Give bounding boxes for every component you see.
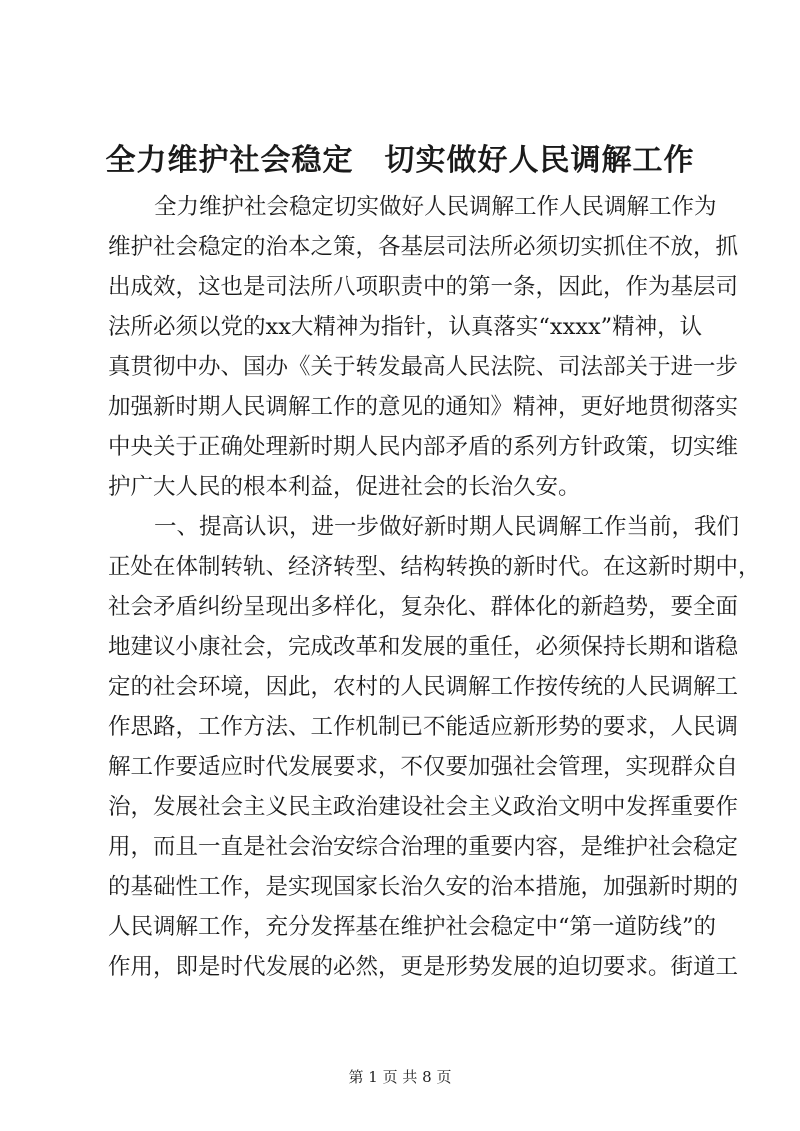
- paragraph-2-line: 作思路，工作方法、工作机制已不能适应新形势的要求，人民调: [108, 714, 739, 740]
- page-number-footer: 第 1 页 共 8 页: [348, 1068, 452, 1086]
- paragraph-1-line: 真贯彻中办、国办《关于转发最高人民法院、司法部关于进一步: [108, 354, 739, 380]
- paragraph-2-line: 一、提高认识，进一步做好新时期人民调解工作当前，我们: [154, 514, 740, 540]
- paragraph-1-line: 出成效，这也是司法所八项职责中的第一条，因此，作为基层司: [108, 274, 739, 300]
- paragraph-2-line: 的基础性工作，是实现国家长治久安的治本措施，加强新时期的: [108, 874, 739, 900]
- paragraph-2-line: 地建议小康社会，完成改革和发展的重任，必须保持长期和谐稳: [108, 634, 739, 660]
- paragraph-2-line: 正处在体制转轨、经济转型、结构转换的新时代。在这新时期中，: [108, 554, 761, 580]
- paragraph-2-line: 定的社会环境，因此，农村的人民调解工作按传统的人民调解工: [108, 674, 739, 700]
- paragraph-1-line: 维护社会稳定的治本之策，各基层司法所必须切实抓住不放，抓: [108, 234, 739, 260]
- document-title: 全力维护社会稳定 切实做好人民调解工作: [105, 143, 695, 178]
- paragraph-2-line: 社会矛盾纠纷呈现出多样化，复杂化、群体化的新趋势，要全面: [108, 594, 739, 620]
- paragraph-1-line: 加强新时期人民调解工作的意见的通知》精神，更好地贯彻落实: [108, 394, 739, 420]
- paragraph-2-line: 治，发展社会主义民主政治建设社会主义政治文明中发挥重要作: [108, 794, 739, 820]
- paragraph-1-line: 中央关于正确处理新时期人民内部矛盾的系列方针政策，切实维: [108, 434, 739, 460]
- paragraph-2-line: 作用，即是时代发展的必然，更是形势发展的迫切要求。街道工: [108, 954, 739, 980]
- paragraph-1-line: 法所必须以党的xx大精神为指针，认真落实“xxxx”精神，认: [108, 314, 703, 340]
- paragraph-2-line: 用，而且一直是社会治安综合治理的重要内容，是维护社会稳定: [108, 834, 739, 860]
- paragraph-1-line: 全力维护社会稳定切实做好人民调解工作人民调解工作为: [154, 194, 717, 220]
- paragraph-2-line: 解工作要适应时代发展要求，不仅要加强社会管理，实现群众自: [108, 754, 739, 780]
- paragraph-1-line: 护广大人民的根本利益，促进社会的长治久安。: [108, 474, 581, 500]
- document-body: [108, 187, 761, 987]
- paragraph-2-line: 人民调解工作，充分发挥基在维护社会稳定中“第一道防线”的: [108, 914, 717, 940]
